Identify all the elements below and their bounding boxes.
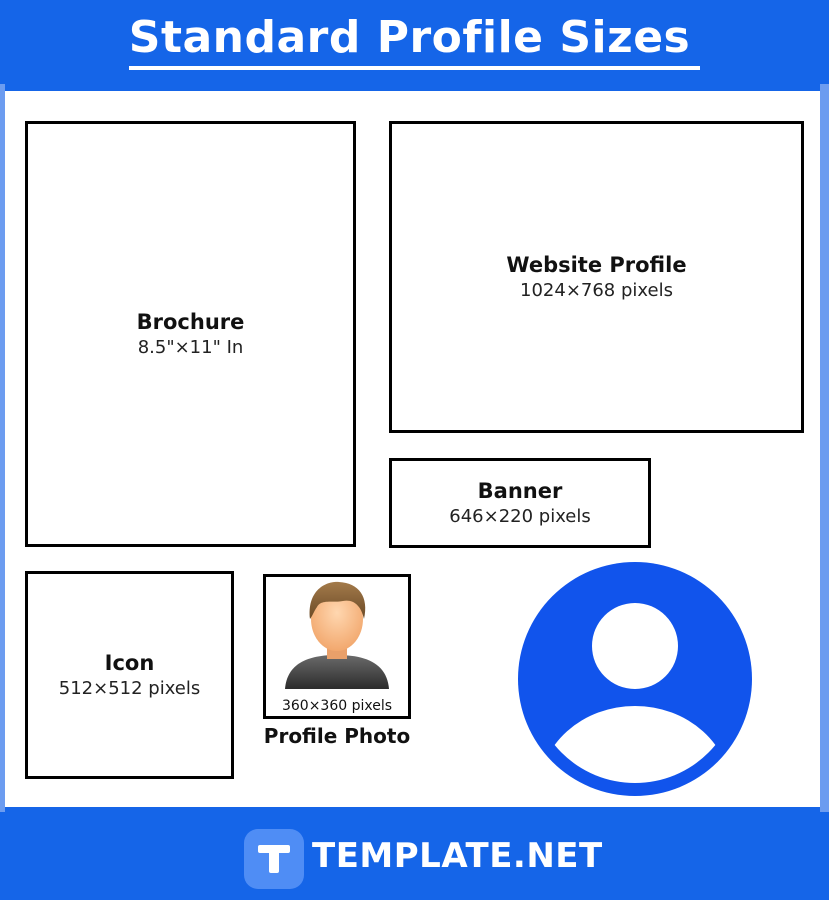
brand-logo-text: TEMPLATE.NET bbox=[312, 836, 603, 876]
website-profile-size: 1024×768 pixels bbox=[520, 280, 673, 301]
website-profile-label: Website Profile bbox=[506, 253, 687, 277]
profile-photo-box bbox=[263, 574, 411, 719]
template-logo-icon bbox=[244, 829, 304, 889]
right-edge bbox=[820, 84, 829, 812]
profile-photo-size: 360×360 pixels bbox=[281, 698, 393, 714]
person-silhouette-icon bbox=[277, 579, 397, 689]
page-title: Standard Profile Sizes bbox=[129, 10, 701, 70]
brochure-box bbox=[25, 121, 356, 547]
user-avatar-icon bbox=[516, 560, 754, 798]
brochure-size: 8.5"×11" In bbox=[137, 337, 244, 358]
profile-photo-label: Profile Photo bbox=[263, 724, 411, 748]
banner-box bbox=[389, 458, 651, 548]
content-panel bbox=[5, 91, 820, 807]
icon-label: Icon bbox=[104, 651, 155, 675]
website-profile-box bbox=[389, 121, 804, 433]
banner-label: Banner bbox=[477, 479, 563, 503]
icon-box bbox=[25, 571, 234, 779]
header-bar bbox=[0, 0, 829, 84]
brochure-label: Brochure bbox=[136, 310, 245, 334]
icon-size: 512×512 pixels bbox=[58, 678, 201, 699]
banner-size: 646×220 pixels bbox=[449, 506, 591, 527]
footer-bar bbox=[0, 812, 829, 900]
